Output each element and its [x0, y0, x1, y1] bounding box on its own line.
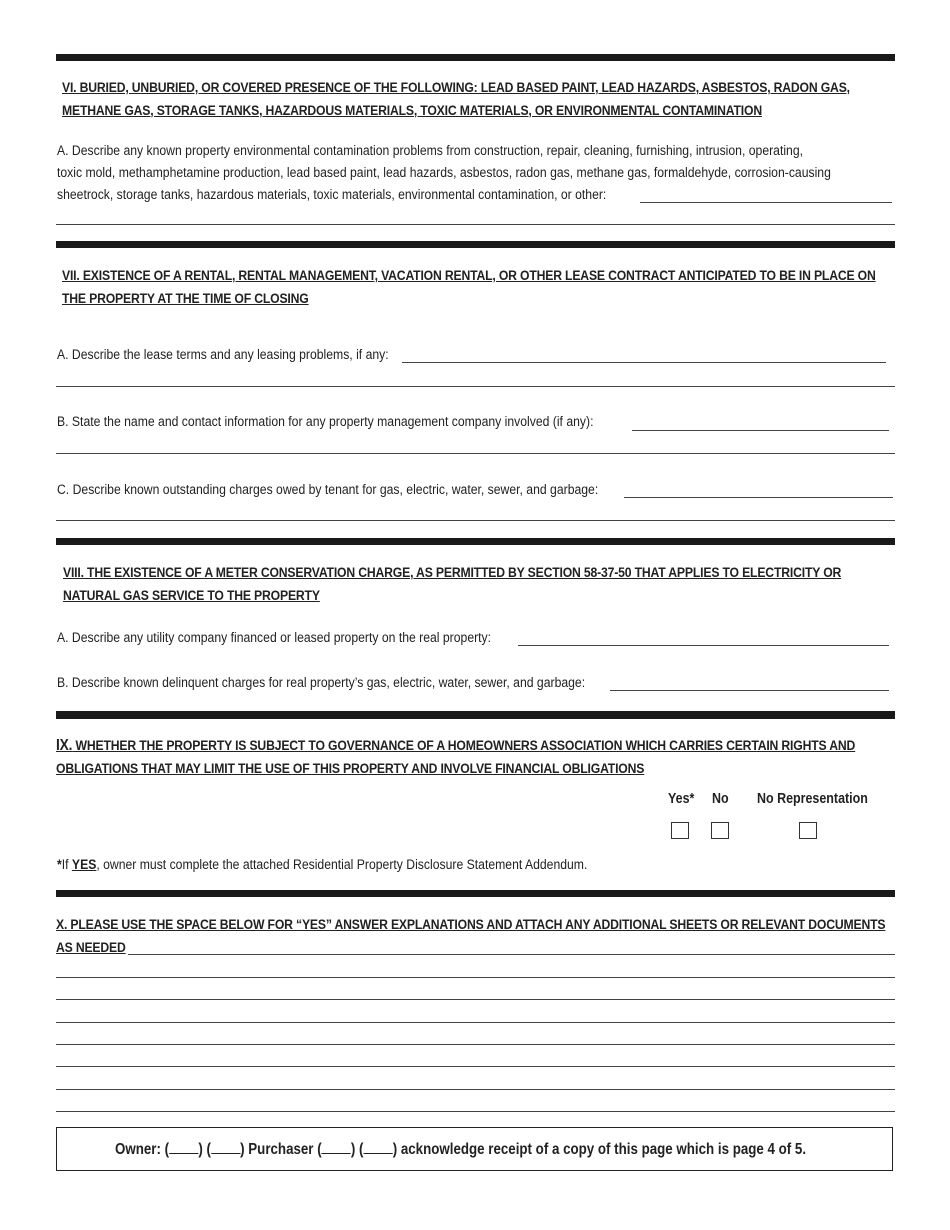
- section-divider: [56, 54, 895, 61]
- section-ix-heading: IX. WHETHER THE PROPERTY IS SUBJECT TO GOVERNANCE OF A HOMEOWNERS ASSOCIATION WHICH CARRIES CERTAIN RIGHTS AND OBLIGATIONS THAT MAY LIMIT THE USE OF THIS PROPERTY AND INVOLVE FINANCIAL OBLIGATIONS: [56, 737, 856, 777]
- explanation-line[interactable]: [56, 1022, 895, 1023]
- owner-initials-2[interactable]: [211, 1139, 240, 1154]
- section-vii-b: B. State the name and contact information for any property management company involved (if any):: [57, 414, 594, 430]
- section-vii-heading: VII. EXISTENCE OF A RENTAL, RENTAL MANAGEMENT, VACATION RENTAL, OR OTHER LEASE CONTRACT ANTICIPATED TO BE IN PLACE ON THE PROPERTY AT THE TIME OF CLOSING: [62, 268, 876, 307]
- section-vii-a: A. Describe the lease terms and any leasing problems, if any:: [57, 347, 389, 363]
- explanation-line[interactable]: [128, 954, 895, 955]
- section-vi-a-line3: sheetrock, storage tanks, hazardous materials, toxic materials, environmental contamination, or other:: [57, 187, 607, 203]
- section-ix-note: *If YES, owner must complete the attached Residential Property Disclosure Statement Addendum.: [57, 857, 588, 873]
- answer-line[interactable]: [56, 520, 895, 521]
- explanation-line[interactable]: [56, 977, 895, 978]
- purchaser-initials-2[interactable]: [363, 1139, 392, 1154]
- explanation-line[interactable]: [56, 1066, 895, 1067]
- answer-line[interactable]: [640, 202, 892, 203]
- section-vi-heading: VI. BURIED, UNBURIED, OR COVERED PRESENCE OF THE FOLLOWING: LEAD BASED PAINT, LEAD HAZARDS, ASBESTOS, RADON GAS, METHANE GAS, STORAGE TANKS, HAZARDOUS MATERIALS, TOXIC MATERIALS, OR ENVIRONMENTAL CONTAMINATION: [62, 80, 850, 119]
- hoa-no-representation-checkbox[interactable]: [799, 822, 817, 839]
- hoa-no-checkbox[interactable]: [711, 822, 729, 839]
- answer-line[interactable]: [610, 690, 889, 691]
- hoa-yes-checkbox[interactable]: [671, 822, 689, 839]
- section-vii-c: C. Describe known outstanding charges owed by tenant for gas, electric, water, sewer, and garbage:: [57, 482, 599, 498]
- column-no-representation: No Representation: [757, 791, 868, 807]
- explanation-line[interactable]: [56, 1089, 895, 1090]
- section-divider: [56, 241, 895, 248]
- column-no: No: [712, 791, 729, 807]
- section-viii-heading: VIII. THE EXISTENCE OF A METER CONSERVATION CHARGE, AS PERMITTED BY SECTION 58-37-50 THAT APPLIES TO ELECTRICITY OR NATURAL GAS SERVICE TO THE PROPERTY: [63, 565, 842, 604]
- answer-line[interactable]: [402, 362, 886, 363]
- purchaser-initials-1[interactable]: [322, 1139, 351, 1154]
- answer-line[interactable]: [56, 453, 895, 454]
- answer-line[interactable]: [56, 224, 895, 225]
- section-x-heading: X. PLEASE USE THE SPACE BELOW FOR “YES” ANSWER EXPLANATIONS AND ATTACH ANY ADDITIONAL SHEETS OR RELEVANT DOCUMENTS AS NEEDED: [56, 917, 886, 956]
- explanation-line[interactable]: [56, 999, 895, 1000]
- explanation-line[interactable]: [56, 1044, 895, 1045]
- answer-line[interactable]: [56, 386, 895, 387]
- section-vi-a-line2: toxic mold, methamphetamine production, lead based paint, lead hazards, asbestos, radon gas, methane gas, formaldehyde, corrosion-causing: [57, 165, 831, 181]
- column-yes: Yes*: [668, 791, 695, 807]
- explanation-line[interactable]: [56, 1111, 895, 1112]
- answer-line[interactable]: [518, 645, 889, 646]
- section-vi-a-line1: A. Describe any known property environmental contamination problems from construction, repair, cleaning, furnishing, intrusion, operating,: [57, 143, 804, 159]
- section-viii-a: A. Describe any utility company financed or leased property on the real property:: [57, 630, 492, 646]
- section-viii-b: B. Describe known delinquent charges for real property’s gas, electric, water, sewer, and garbage:: [57, 675, 586, 691]
- owner-initials-1[interactable]: [169, 1139, 198, 1154]
- answer-line[interactable]: [632, 430, 889, 431]
- section-divider: [56, 711, 895, 719]
- section-divider: [56, 890, 895, 897]
- section-divider: [56, 538, 895, 545]
- acknowledgement-text: Owner: ( ) ( ) Purchaser ( ) ( ) acknowledge receipt of a copy of this page which is page 4 of 5.: [115, 1141, 807, 1158]
- answer-line[interactable]: [624, 497, 893, 498]
